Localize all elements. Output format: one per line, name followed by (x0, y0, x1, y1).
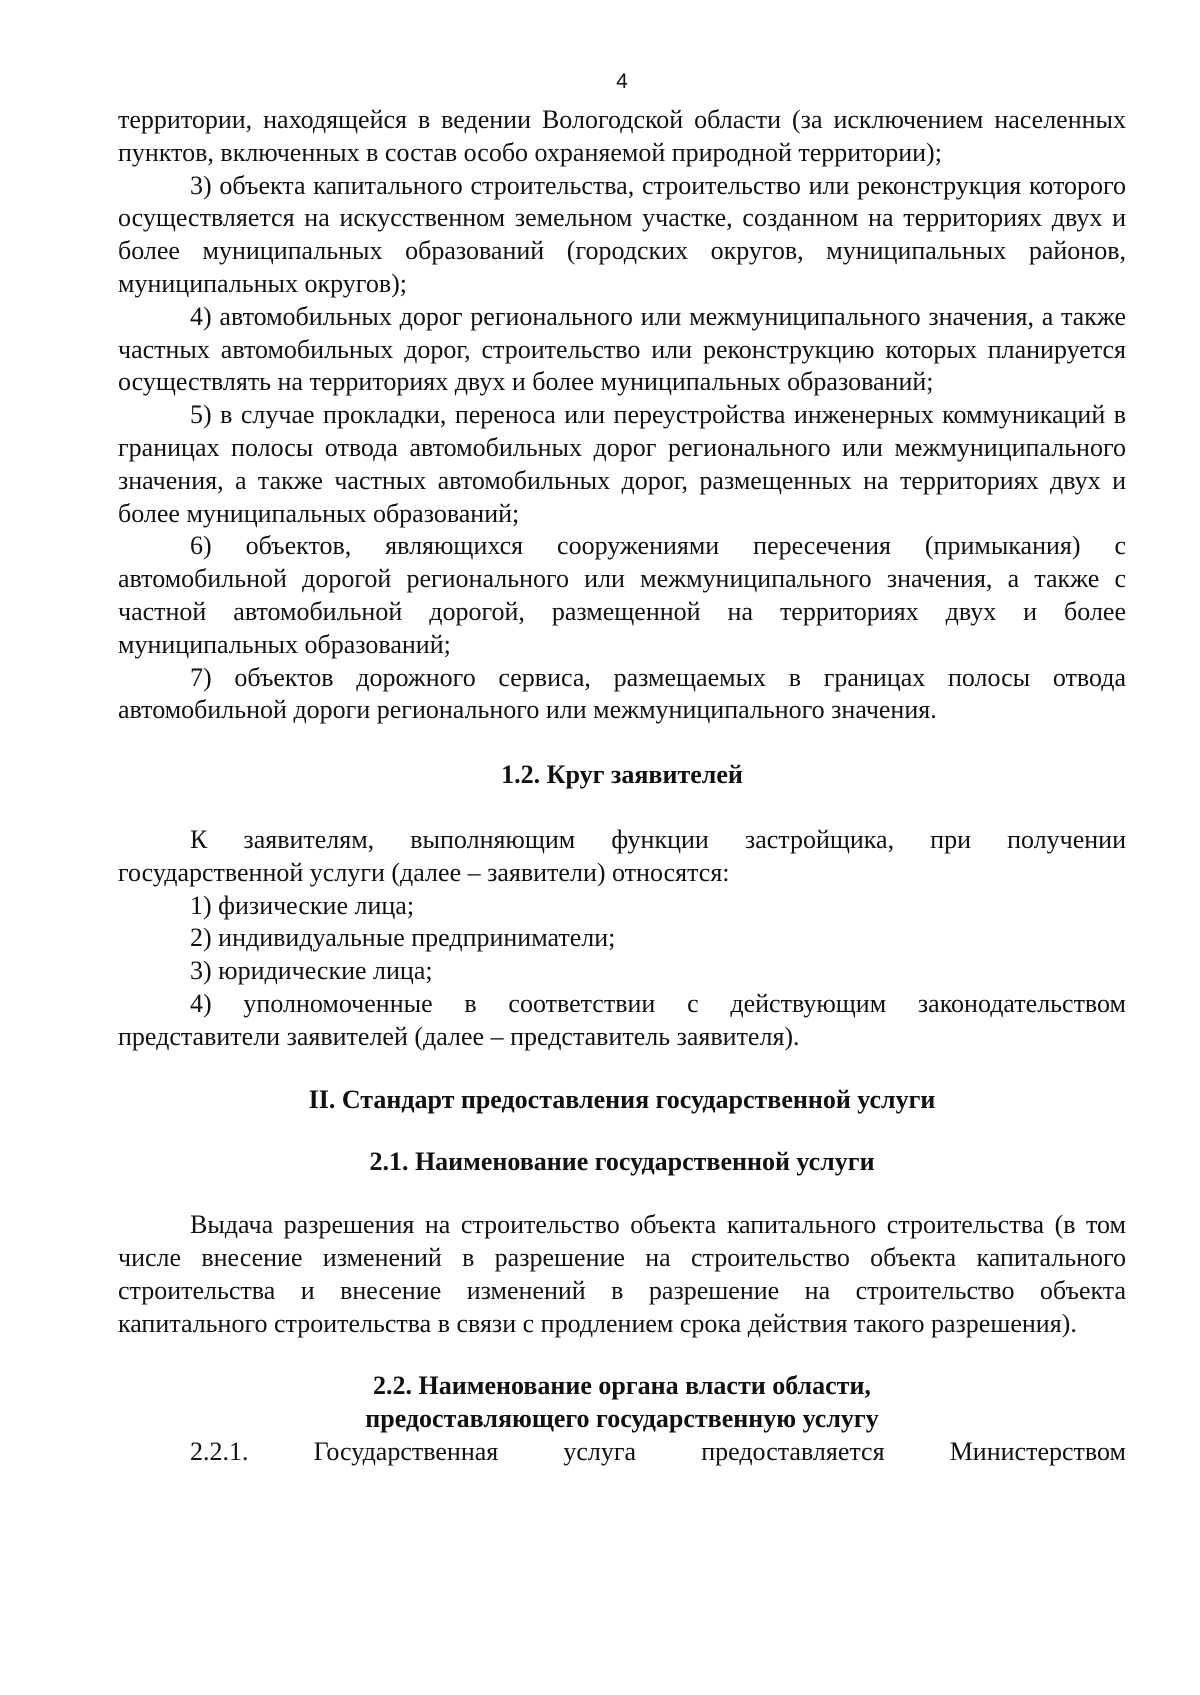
list-item-5: 5) в случае прокладки, переноса или переустройства инженерных коммуникаций в границах полосы отвода автомобильных дорог регионального или межмуниципального значения, а также частных автомобильных дорог, размещенных на территориях двух и более муниципальных образований; (118, 400, 1126, 528)
applicant-item-3: 3) юридические лица; (190, 956, 433, 986)
applicant-item-1: 1) физические лица; (190, 890, 415, 920)
list-item-4: 4) автомобильных дорог регионального или межмуниципального значения, а также частных автомобильных дорог, строительство или реконструкцию которых планируется осуществлять на территориях двух и более муниципальных образований; (118, 301, 1126, 397)
clause-word: Министерством (949, 1436, 1126, 1466)
document-page (118, 62, 1126, 1469)
clause-word: 2.2.1. (190, 1436, 249, 1466)
applicants-intro: К заявителям, выполняющим функции застройщика, при получении государственной услуги (далее – заявители) относятся: (118, 824, 1126, 887)
clause-word: Государственная (313, 1436, 499, 1466)
list-item-3: 3) объекта капитального строительства, строительство или реконструкция которого осуществляется на искусственном земельном участке, созданном на территориях двух и более муниципальных образований (городских округов, муниципальных районов, муниципальных округов); (118, 170, 1126, 298)
clause-word: услуга (563, 1436, 637, 1466)
section-heading-2: II. Стандарт предоставления государственной услуги (308, 1084, 936, 1114)
section-heading-2-1: 2.1. Наименование государственной услуги (369, 1147, 875, 1177)
clause-2-2-1-line (118, 1436, 1126, 1469)
page-number: 4 (616, 70, 628, 93)
clause-word: предоставляется (701, 1436, 885, 1466)
list-item-7: 7) объектов дорожного сервиса, размещаемых в границах полосы отвода автомобильной дороги регионального или межмуниципального значения. (118, 662, 1126, 725)
section-heading-2-2-line-2: предоставляющего государственную услугу (365, 1404, 879, 1434)
section-heading-2-2 (118, 1370, 1126, 1436)
paragraph-territory-continuation: территории, находящейся в ведении Вологодской области (за исключением населенных пунктов, включенных в состав особо охраняемой природной территории); (118, 105, 1126, 167)
applicant-item-4: 4) уполномоченные в соответствии с действующим законодательством представители заявителей (далее – представитель заявителя). (118, 988, 1126, 1051)
service-name-paragraph: Выдача разрешения на строительство объекта капитального строительства (в том числе внесение изменений в разрешение на строительство объекта капитального строительства и внесение изменений в разрешение на строительство объекта капитального строительства в связи с продлением срока действия такого разрешения). (118, 1210, 1126, 1338)
section-heading-1-2: 1.2. Круг заявителей (501, 760, 743, 790)
section-heading-2-2-line-1: 2.2. Наименование органа власти области, (373, 1371, 871, 1401)
applicant-item-2: 2) индивидуальные предприниматели; (190, 923, 616, 953)
list-item-6: 6) объектов, являющихся сооружениями пересечения (примыкания) с автомобильной дорогой регионального или межмуниципального значения, а также с частной автомобильной дорогой, размещенной на территориях двух и более муниципальных образований; (118, 531, 1126, 659)
